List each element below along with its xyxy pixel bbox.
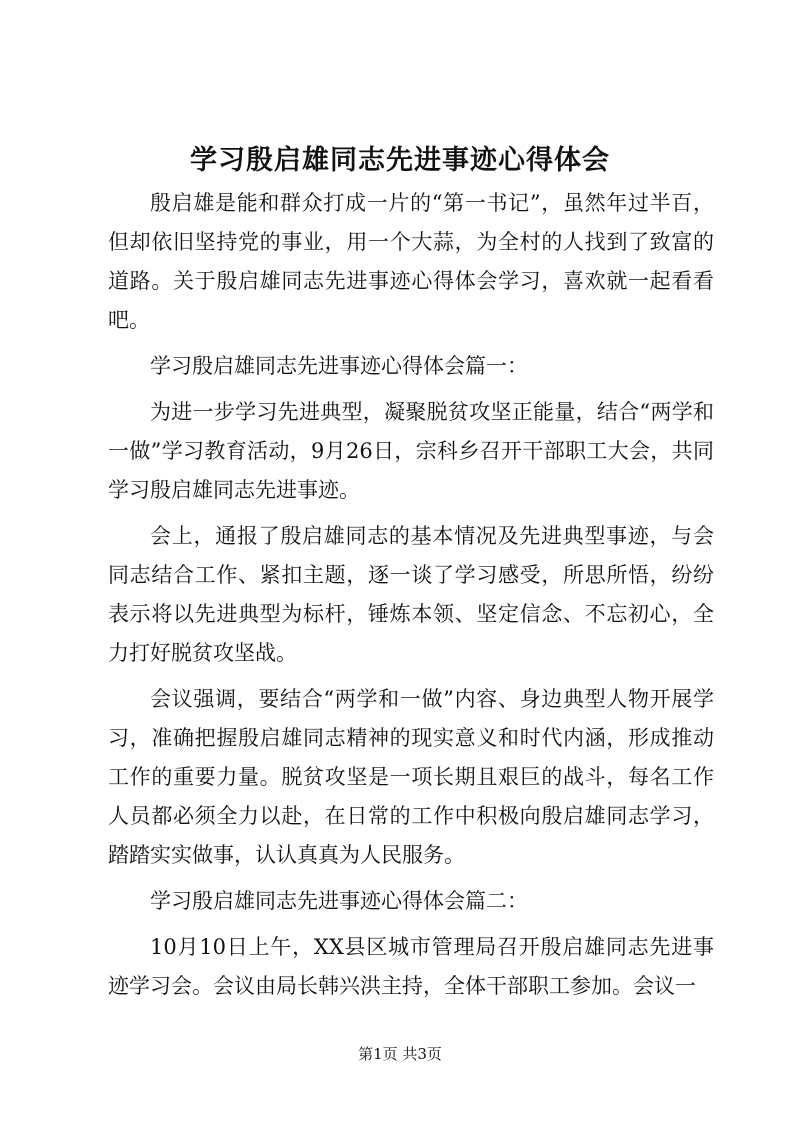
section-heading-part-two: 学习殷启雄同志先进事迹心得体会篇二： [150, 889, 528, 913]
document-title: 学习殷启雄同志先进事迹心得体会 [190, 145, 610, 176]
body-paragraph: 10月10日上午，XX县区城市管理局召开殷启雄同志先进事迹学习会。会议由局长韩兴洪主持，全体干部职工参加。会议一 [108, 935, 714, 998]
page-number-footer: 第1页 共3页 [358, 1045, 442, 1063]
intro-paragraph: 殷启雄是能和群众打成一片的“第一书记”，虽然年过半百，但却依旧坚持党的事业，用一个大蒜，为全村的人找到了致富的道路。关于殷启雄同志先进事迹心得体会学习，喜欢就一起看看吧。 [108, 191, 714, 332]
document-body [108, 184, 714, 1013]
body-paragraph: 为进一步学习先进典型，凝聚脱贫攻坚正能量，结合“两学和一做”学习教育活动，9月26日，宗科乡召开干部职工大会，共同学习殷启雄同志先进事迹。 [108, 400, 714, 502]
body-paragraph: 会议强调，要结合“两学和一做”内容、身边典型人物开展学习，准确把握殷启雄同志精神的现实意义和时代内涵，形成推动工作的重要力量。脱贫攻坚是一项长期且艰巨的战斗，每名工作人员都必须全力以赴，在日常的工作中积极向殷启雄同志学习，踏踏实实做事，认认真真为人民服务。 [108, 687, 714, 867]
body-paragraph: 会上，通报了殷启雄同志的基本情况及先进典型事迹，与会同志结合工作、紧扣主题，逐一谈了学习感受，所思所悟，纷纷表示将以先进典型为标杆，锤炼本领、坚定信念、不忘初心，全力打好脱贫攻坚战。 [108, 524, 714, 665]
section-heading-part-one: 学习殷启雄同志先进事迹心得体会篇一： [150, 354, 528, 378]
